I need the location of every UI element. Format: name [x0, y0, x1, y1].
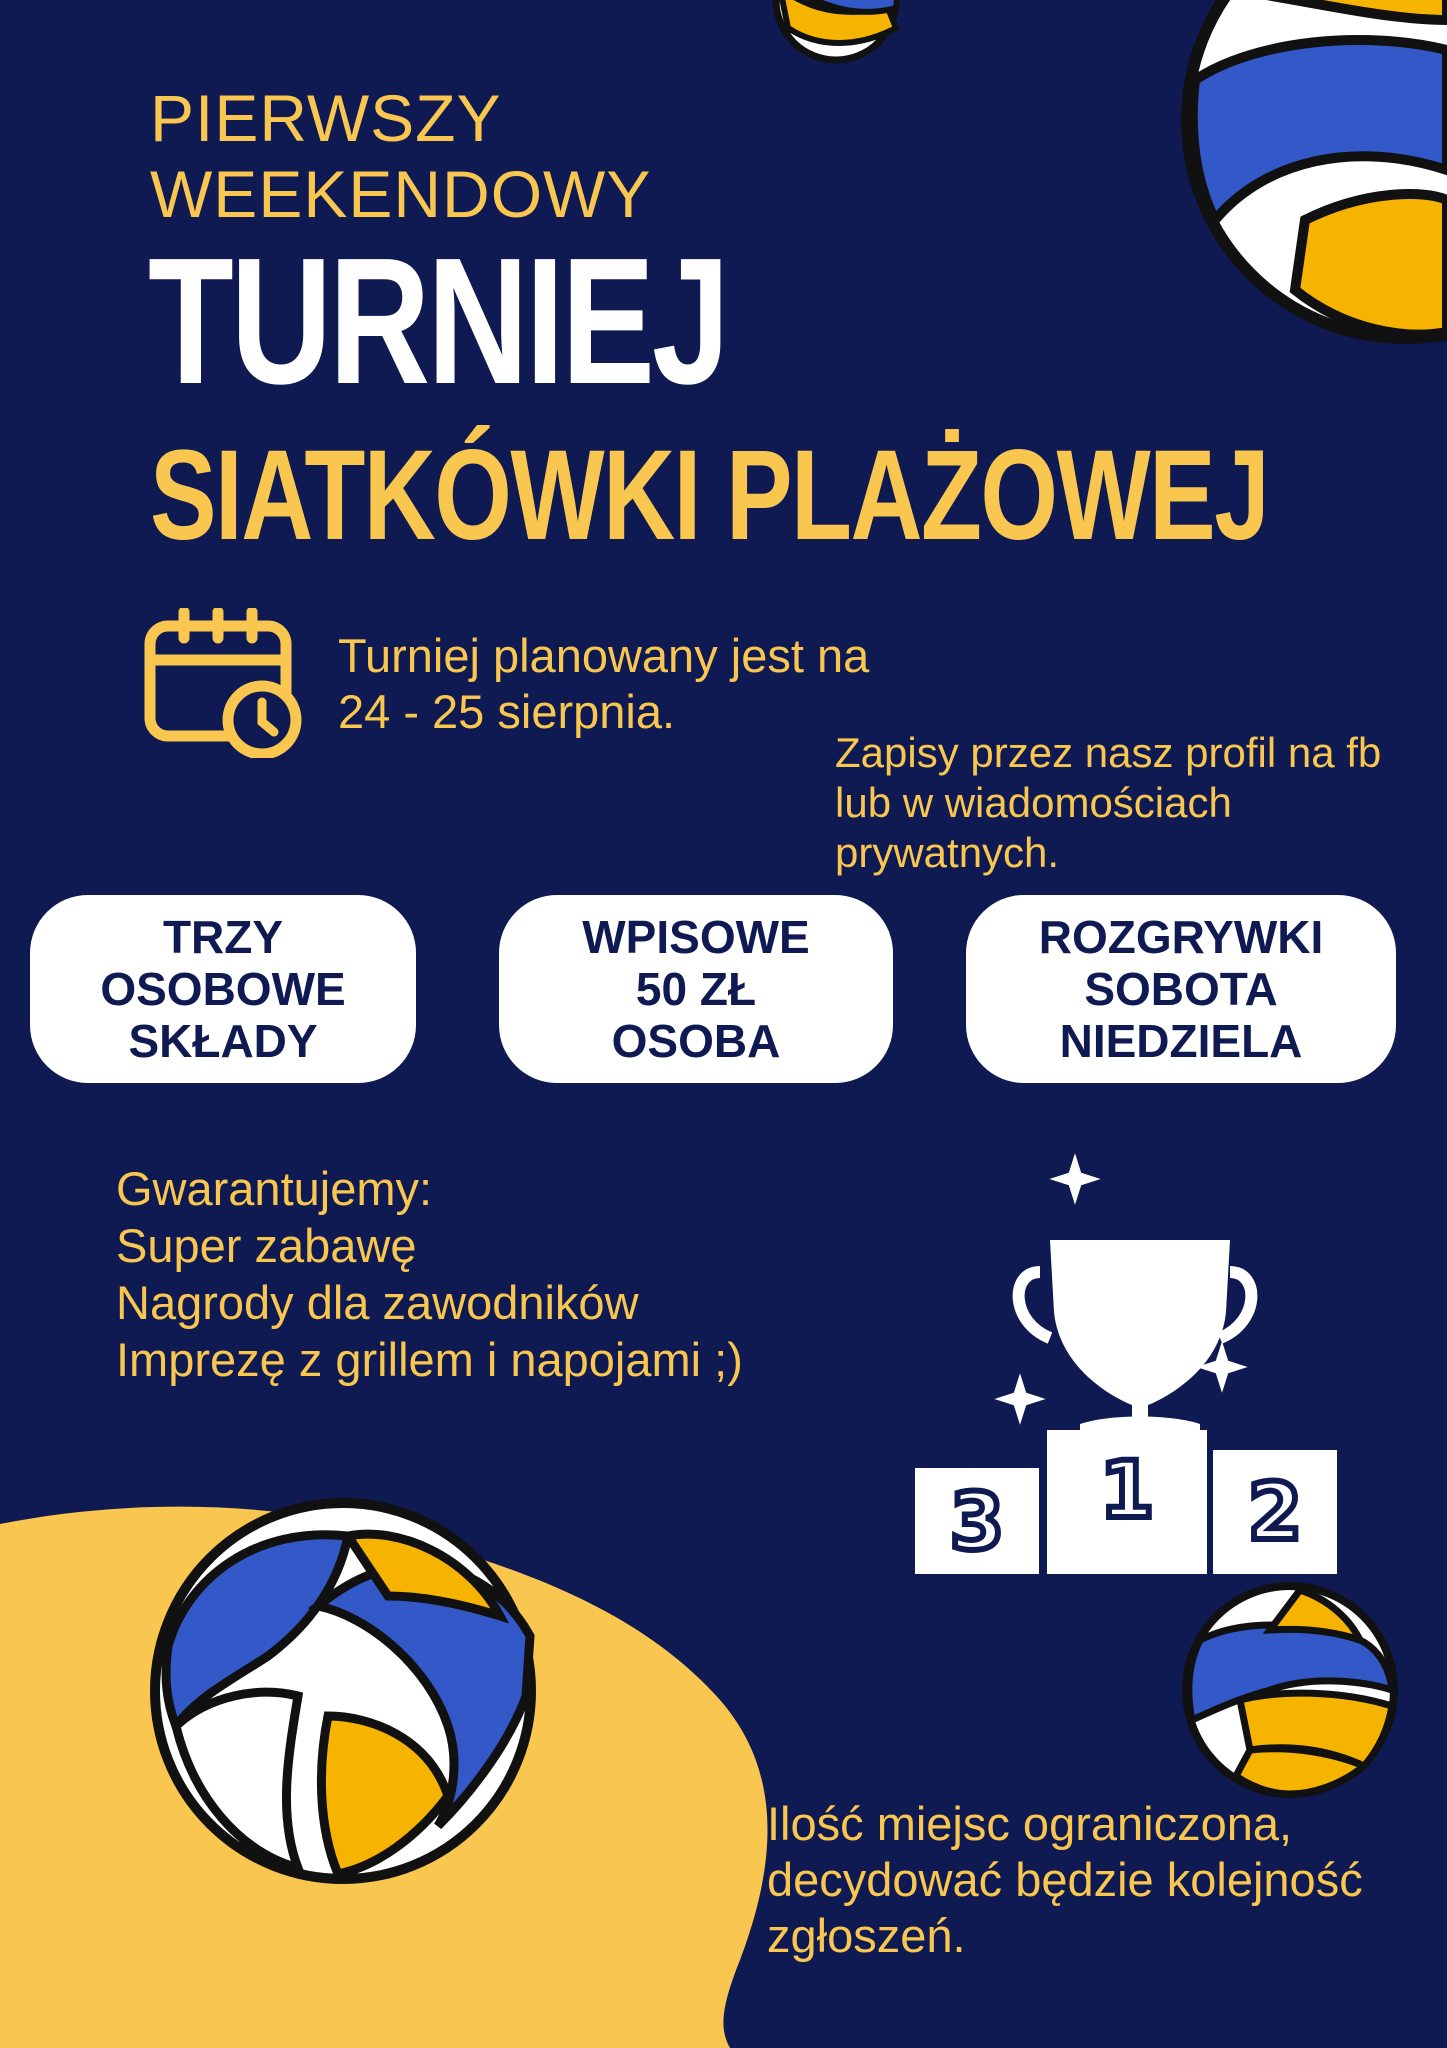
- closing-line2: decydować będzie kolejność: [767, 1853, 1363, 1906]
- calendar-clock-icon: [144, 608, 304, 758]
- signup-line3: prywatnych.: [835, 829, 1060, 876]
- podium-place-label: 2: [1247, 1468, 1303, 1558]
- pill-line: OSOBOWE: [100, 963, 346, 1015]
- schedule-line1: Turniej planowany jest na: [338, 629, 870, 682]
- schedule-line2: 24 - 25 sierpnia.: [338, 685, 676, 738]
- closing-line3: zgłoszeń.: [767, 1909, 966, 1962]
- large-volleyball-top-icon: [1105, 0, 1447, 400]
- small-volleyball-icon: [768, 0, 904, 68]
- pill-line: NIEDZIELA: [1059, 1015, 1303, 1067]
- large-volleyball-bottom-icon: [148, 1496, 538, 1886]
- signup-line1: Zapisy przez nasz profil na fb: [835, 729, 1382, 776]
- pill-line: TRZY: [162, 911, 284, 963]
- podium-place-label: 3: [949, 1478, 1005, 1568]
- podium-place-label: 1: [1099, 1446, 1155, 1536]
- closing-text: [767, 1796, 1363, 1964]
- page-subtitle: SIATKÓWKI PLAŻOWEJ: [150, 424, 1269, 567]
- pill-line: 50 ZŁ: [635, 963, 757, 1015]
- pill-line: WPISOWE: [582, 911, 810, 963]
- guarantees-list: [116, 1160, 743, 1388]
- guarantee-item: Super zabawę: [116, 1219, 417, 1272]
- pill-line: SOBOTA: [1084, 963, 1278, 1015]
- guarantee-item: Nagrody dla zawodników: [116, 1276, 639, 1329]
- guarantee-item: Imprezę z grillem i napojami ;): [116, 1333, 743, 1386]
- pill-team-size: [30, 895, 416, 1083]
- schedule-text: [338, 628, 869, 740]
- pill-game-days: [966, 895, 1396, 1083]
- closing-line1: Ilość miejsc ograniczona,: [767, 1797, 1293, 1850]
- pill-entry-fee: [499, 895, 893, 1083]
- pill-line: ROZGRYWKI: [1038, 911, 1324, 963]
- guarantees-heading: Gwarantujemy:: [116, 1162, 433, 1215]
- header-subline: [150, 80, 651, 232]
- page-title: TURNIEJ: [148, 221, 727, 422]
- signup-text: [835, 728, 1381, 878]
- header-line2: WEEKENDOWY: [150, 157, 652, 231]
- medium-volleyball-icon: [1180, 1580, 1400, 1800]
- pill-line: SKŁADY: [128, 1015, 318, 1067]
- header-line1: PIERWSZY: [150, 81, 502, 155]
- signup-line2: lub w wiadomościach: [835, 779, 1232, 826]
- pill-line: OSOBA: [611, 1015, 781, 1067]
